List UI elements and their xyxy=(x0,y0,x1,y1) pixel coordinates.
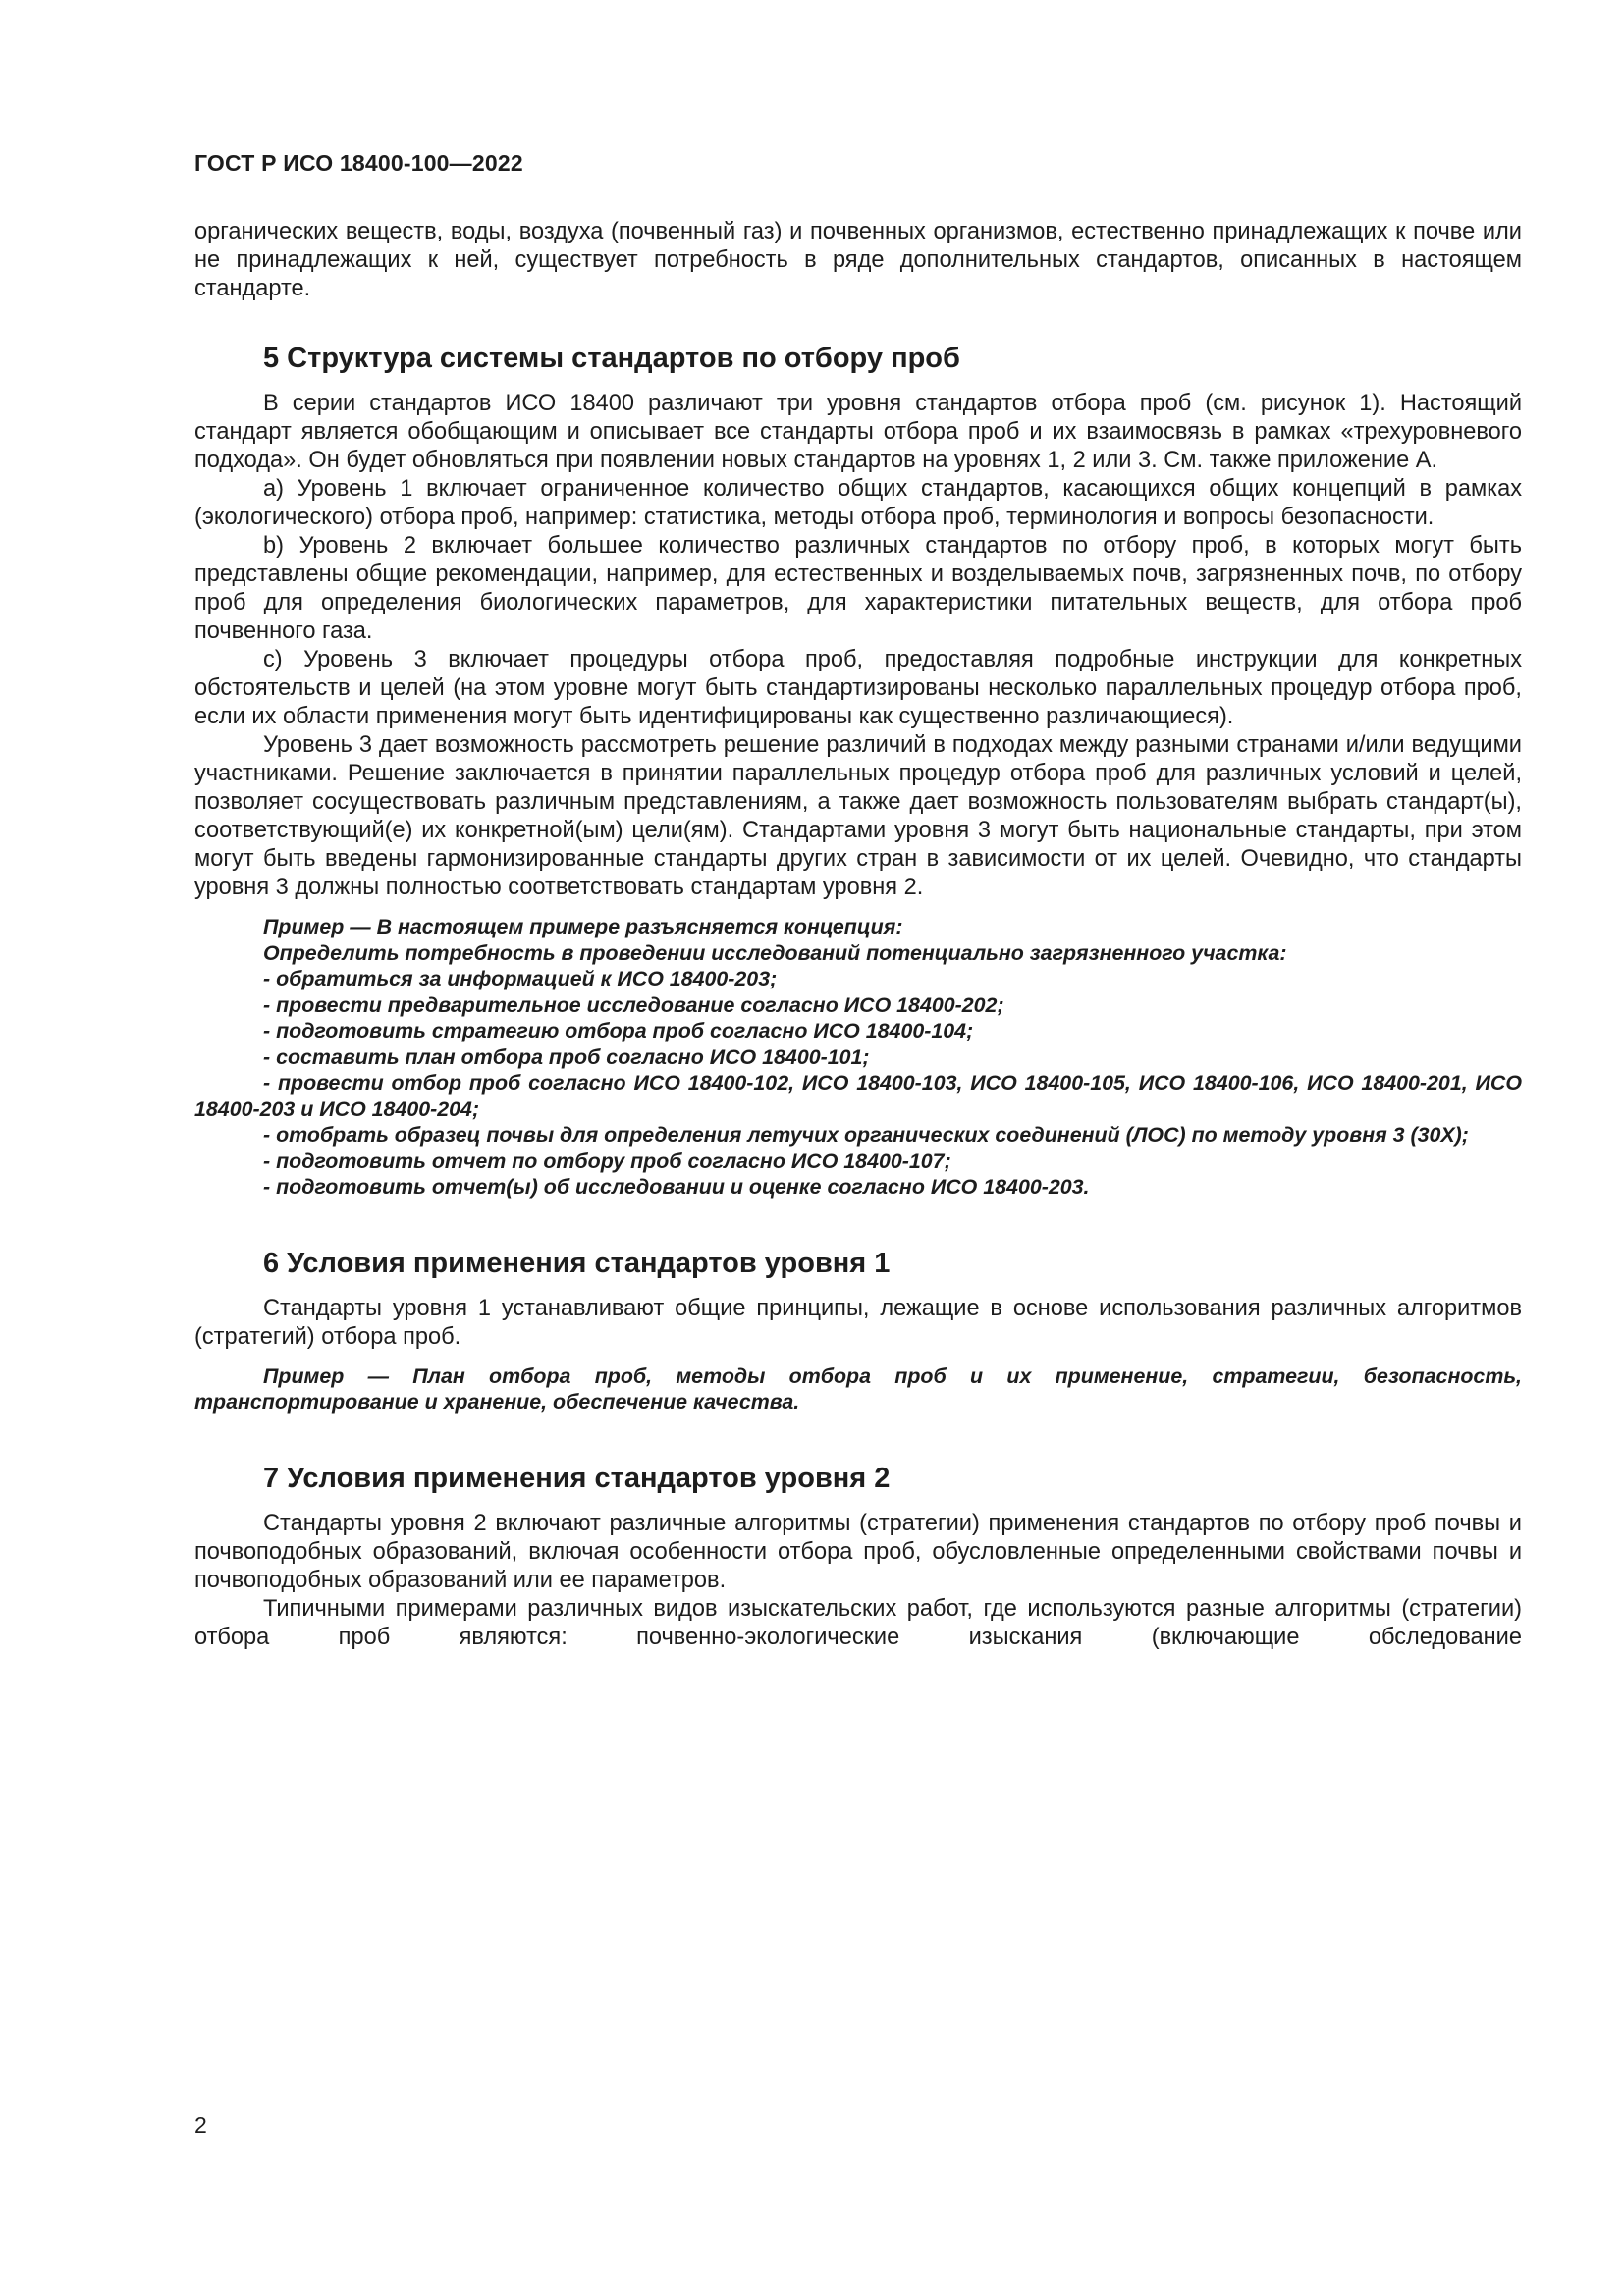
section-7-paragraph-2: Типичными примерами различных видов изыскательских работ, где используются разные алгоритмы (стратегии) отбора проб являются: почвенно-экологические изыскания (включающие обследование xyxy=(194,1595,1522,1650)
section-6-example xyxy=(194,1363,1522,1415)
document-page xyxy=(194,0,1522,2296)
section-6-example-text: Пример — План отбора проб, методы отбора проб и их применение, стратегии, безопасность, транспортирование и хранение, обеспечение качества. xyxy=(194,1363,1522,1414)
intro-paragraph: органических веществ, воды, воздуха (почвенный газ) и почвенных организмов, естественно принадлежащих к почве или не принадлежащих к ней, существует потребность в ряде дополнительных стандартов, описанных в настоящем стандарте. xyxy=(194,219,1522,301)
section-5-example xyxy=(194,914,1522,1201)
section-5-paragraph-2: Уровень 3 дает возможность рассмотреть решение различий в подходах между разными странами и/или ведущими участниками. Решение заключается в принятии параллельных процедур отбора проб для различных условий и целей, позволяет сосуществовать различным представлениям, а также дает возможность пользователям выбрать стандарт(ы), соответствующий(е) их конкретной(ым) цели(ям). Стандартами уровня 3 могут быть национальные стандарты, при этом могут быть введены гармонизированные стандарты других стран в зависимости от их целей. Очевидно, что стандарты уровня 3 должны полностью соответствовать стандартам уровня 2. xyxy=(194,732,1522,900)
example-list-item: - провести предварительное исследование согласно ИСО 18400-202; xyxy=(263,992,1004,1017)
example-list-item: - подготовить отчет(ы) об исследовании и оценке согласно ИСО 18400-203. xyxy=(263,1175,1090,1199)
example-list-item: - подготовить отчет по отбору проб согласно ИСО 18400-107; xyxy=(263,1148,951,1173)
example-subtitle: Определить потребность в проведении исследований потенциально загрязненного участка: xyxy=(263,940,1287,965)
example-title: Пример — В настоящем примере разъясняется концепция: xyxy=(263,915,903,938)
section-5-paragraph-1: В серии стандартов ИСО 18400 различают три уровня стандартов отбора проб (см. рисунок 1). Настоящий стандарт является обобщающим и описывает все стандарты отбора проб и их взаимосвязь в рамках «трехуровневого подхода». Он будет обновляться при появлении новых стандартов на уровнях 1, 2 или 3. См. также приложение А. xyxy=(194,391,1522,473)
section-7-heading: 7 Условия применения стандартов уровня 2 xyxy=(263,1462,891,1494)
section-6-paragraph-1: Стандарты уровня 1 устанавливают общие принципы, лежащие в основе использования различных алгоритмов (стратегий) отбора проб. xyxy=(194,1295,1522,1350)
example-list-item: - подготовить стратегию отбора проб согласно ИСО 18400-104; xyxy=(263,1019,974,1042)
document-header: ГОСТ Р ИСО 18400-100—2022 xyxy=(194,150,523,176)
section-7-paragraph-1: Стандарты уровня 2 включают различные алгоритмы (стратегии) применения стандартов по отбору проб почвы и почвоподобных образований, включая особенности отбора проб, обусловленные определенными свойствами почвы и почвоподобных образований или ее параметров. xyxy=(194,1510,1522,1593)
page-number: 2 xyxy=(194,2112,207,2138)
section-5-item-c: с) Уровень 3 включает процедуры отбора проб, предоставляя подробные инструкции для конкретных обстоятельств и целей (на этом уровне могут быть стандартизированы несколько параллельных процедур отбора проб, если их области применения могут быть идентифицированы как существенно различающиеся). xyxy=(194,647,1522,729)
section-5-heading: 5 Структура системы стандартов по отбору проб xyxy=(263,343,960,374)
document-body xyxy=(194,218,1522,1652)
example-list-item: - провести отбор проб согласно ИСО 18400-102, ИСО 18400-103, ИСО 18400-105, ИСО 18400-106, ИСО 18400-201, ИСО 18400-203 и ИСО 18400-204; xyxy=(194,1071,1522,1121)
section-5-item-b: b) Уровень 2 включает большее количество различных стандартов по отбору проб, в которых могут быть представлены общие рекомендации, например, для естественных и возделываемых почв, загрязненных почв, по отбору проб для определения биологических параметров, для характеристики питательных веществ, для отбора проб почвенного газа. xyxy=(194,533,1522,644)
example-list-item: - составить план отбора проб согласно ИСО 18400-101; xyxy=(263,1044,870,1069)
example-list-item: - отобрать образец почвы для определения летучих органических соединений (ЛОС) по методу уровня 3 (30X); xyxy=(263,1123,1469,1147)
example-list-item: - обратиться за информацией к ИСО 18400-203; xyxy=(263,967,778,990)
section-5-item-a: а) Уровень 1 включает ограниченное количество общих стандартов, касающихся общих концепций в рамках (экологического) отбора проб, например: статистика, методы отбора проб, терминология и вопросы безопасности. xyxy=(194,476,1522,530)
section-6-heading: 6 Условия применения стандартов уровня 1 xyxy=(263,1247,891,1279)
